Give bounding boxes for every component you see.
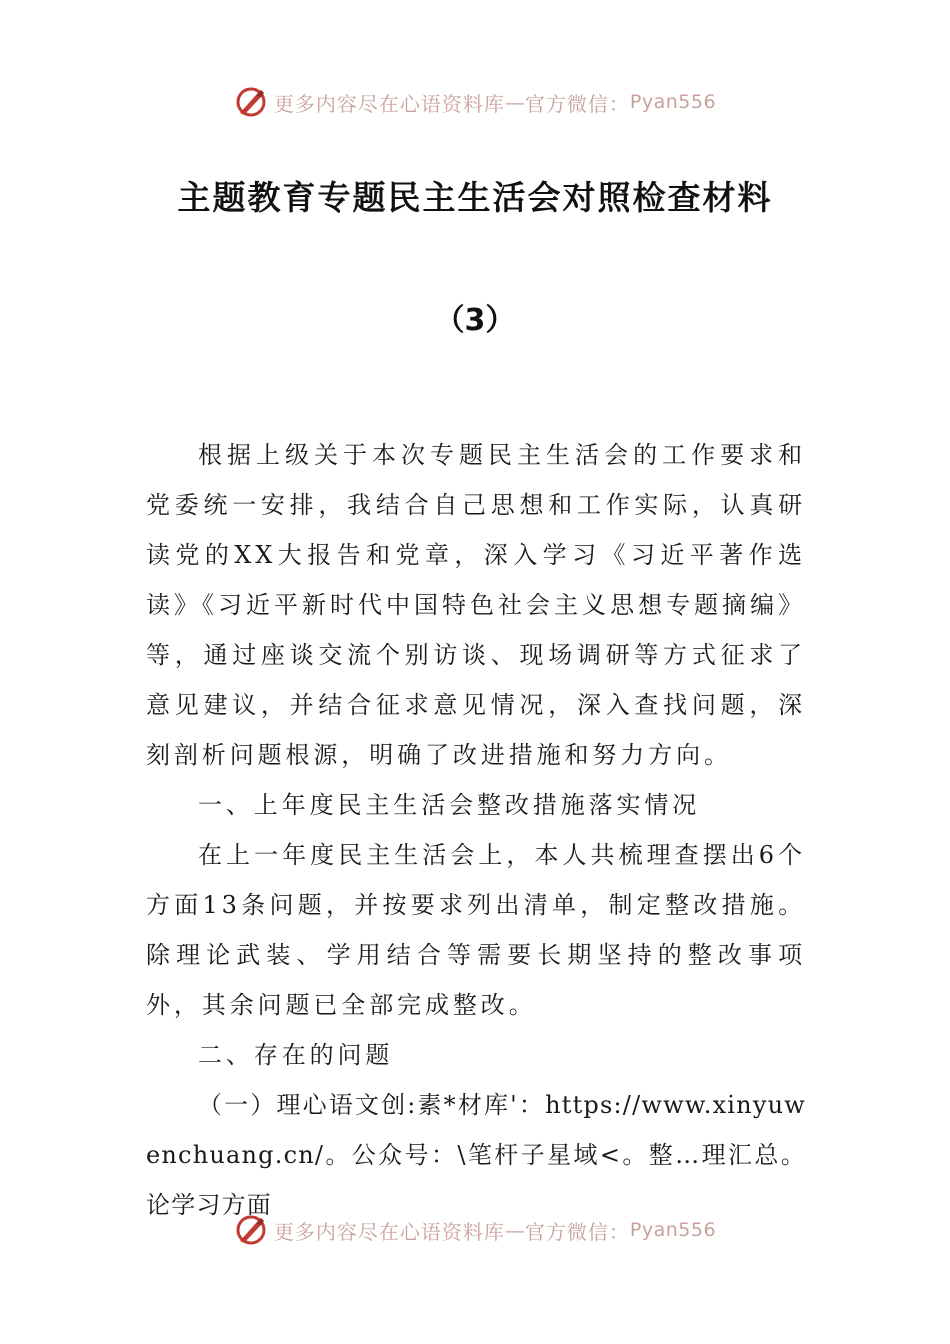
watermark-label: 官方微信： bbox=[524, 91, 630, 116]
watermark-banner-bottom bbox=[0, 1208, 950, 1252]
watermark-label: 官方微信： bbox=[524, 1219, 630, 1244]
pen-logo-icon bbox=[234, 1213, 268, 1247]
document-subtitle: （3） bbox=[434, 303, 516, 338]
watermark-dash: — bbox=[504, 1218, 525, 1242]
document-body bbox=[146, 430, 806, 1230]
paragraph-intro: 根据上级关于本次专题民主生活会的工作要求和党委统一安排，我结合自己思想和工作实际，认真研读党的XX大报告和党章，深入学习《习近平著作选读》《习近平新时代中国特色社会主义思想专题摘编》等，通过座谈交流个别访谈、现场调研等方式征求了意见建议，并结合征求意见情况，深入查找问题，深刻剖析问题根源，明确了改进措施和努力方向。 bbox=[146, 441, 806, 769]
watermark-account: Pyan556 bbox=[629, 1219, 717, 1241]
watermark-account: Pyan556 bbox=[629, 91, 717, 113]
section-heading-2: 二、存在的问题 bbox=[198, 1041, 394, 1069]
watermark-dash: — bbox=[504, 90, 525, 114]
section-heading-1: 一、上年度民主生活会整改措施落实情况 bbox=[198, 791, 701, 819]
watermark-banner-top bbox=[0, 80, 950, 124]
paragraph-subsection-1: （一）理心语文创:素*材库'：https://www.xinyuwenchuang.cn/。公众号：\笔杆子星域<。整…理汇总。论学习方面 bbox=[146, 1091, 806, 1219]
document-title: 主题教育专题民主生活会对照检查材料 bbox=[177, 178, 773, 217]
pen-logo-icon bbox=[234, 85, 268, 119]
watermark-brand: 更多内容尽在心语资料库 bbox=[273, 91, 505, 116]
paragraph-section-1: 在上一年度民主生活会上，本人共梳理查摆出6个方面13条问题，并按要求列出清单，制定整改措施。除理论武装、学用结合等需要长期坚持的整改事项外，其余问题已全部完成整改。 bbox=[146, 841, 806, 1019]
watermark-brand: 更多内容尽在心语资料库 bbox=[273, 1219, 505, 1244]
